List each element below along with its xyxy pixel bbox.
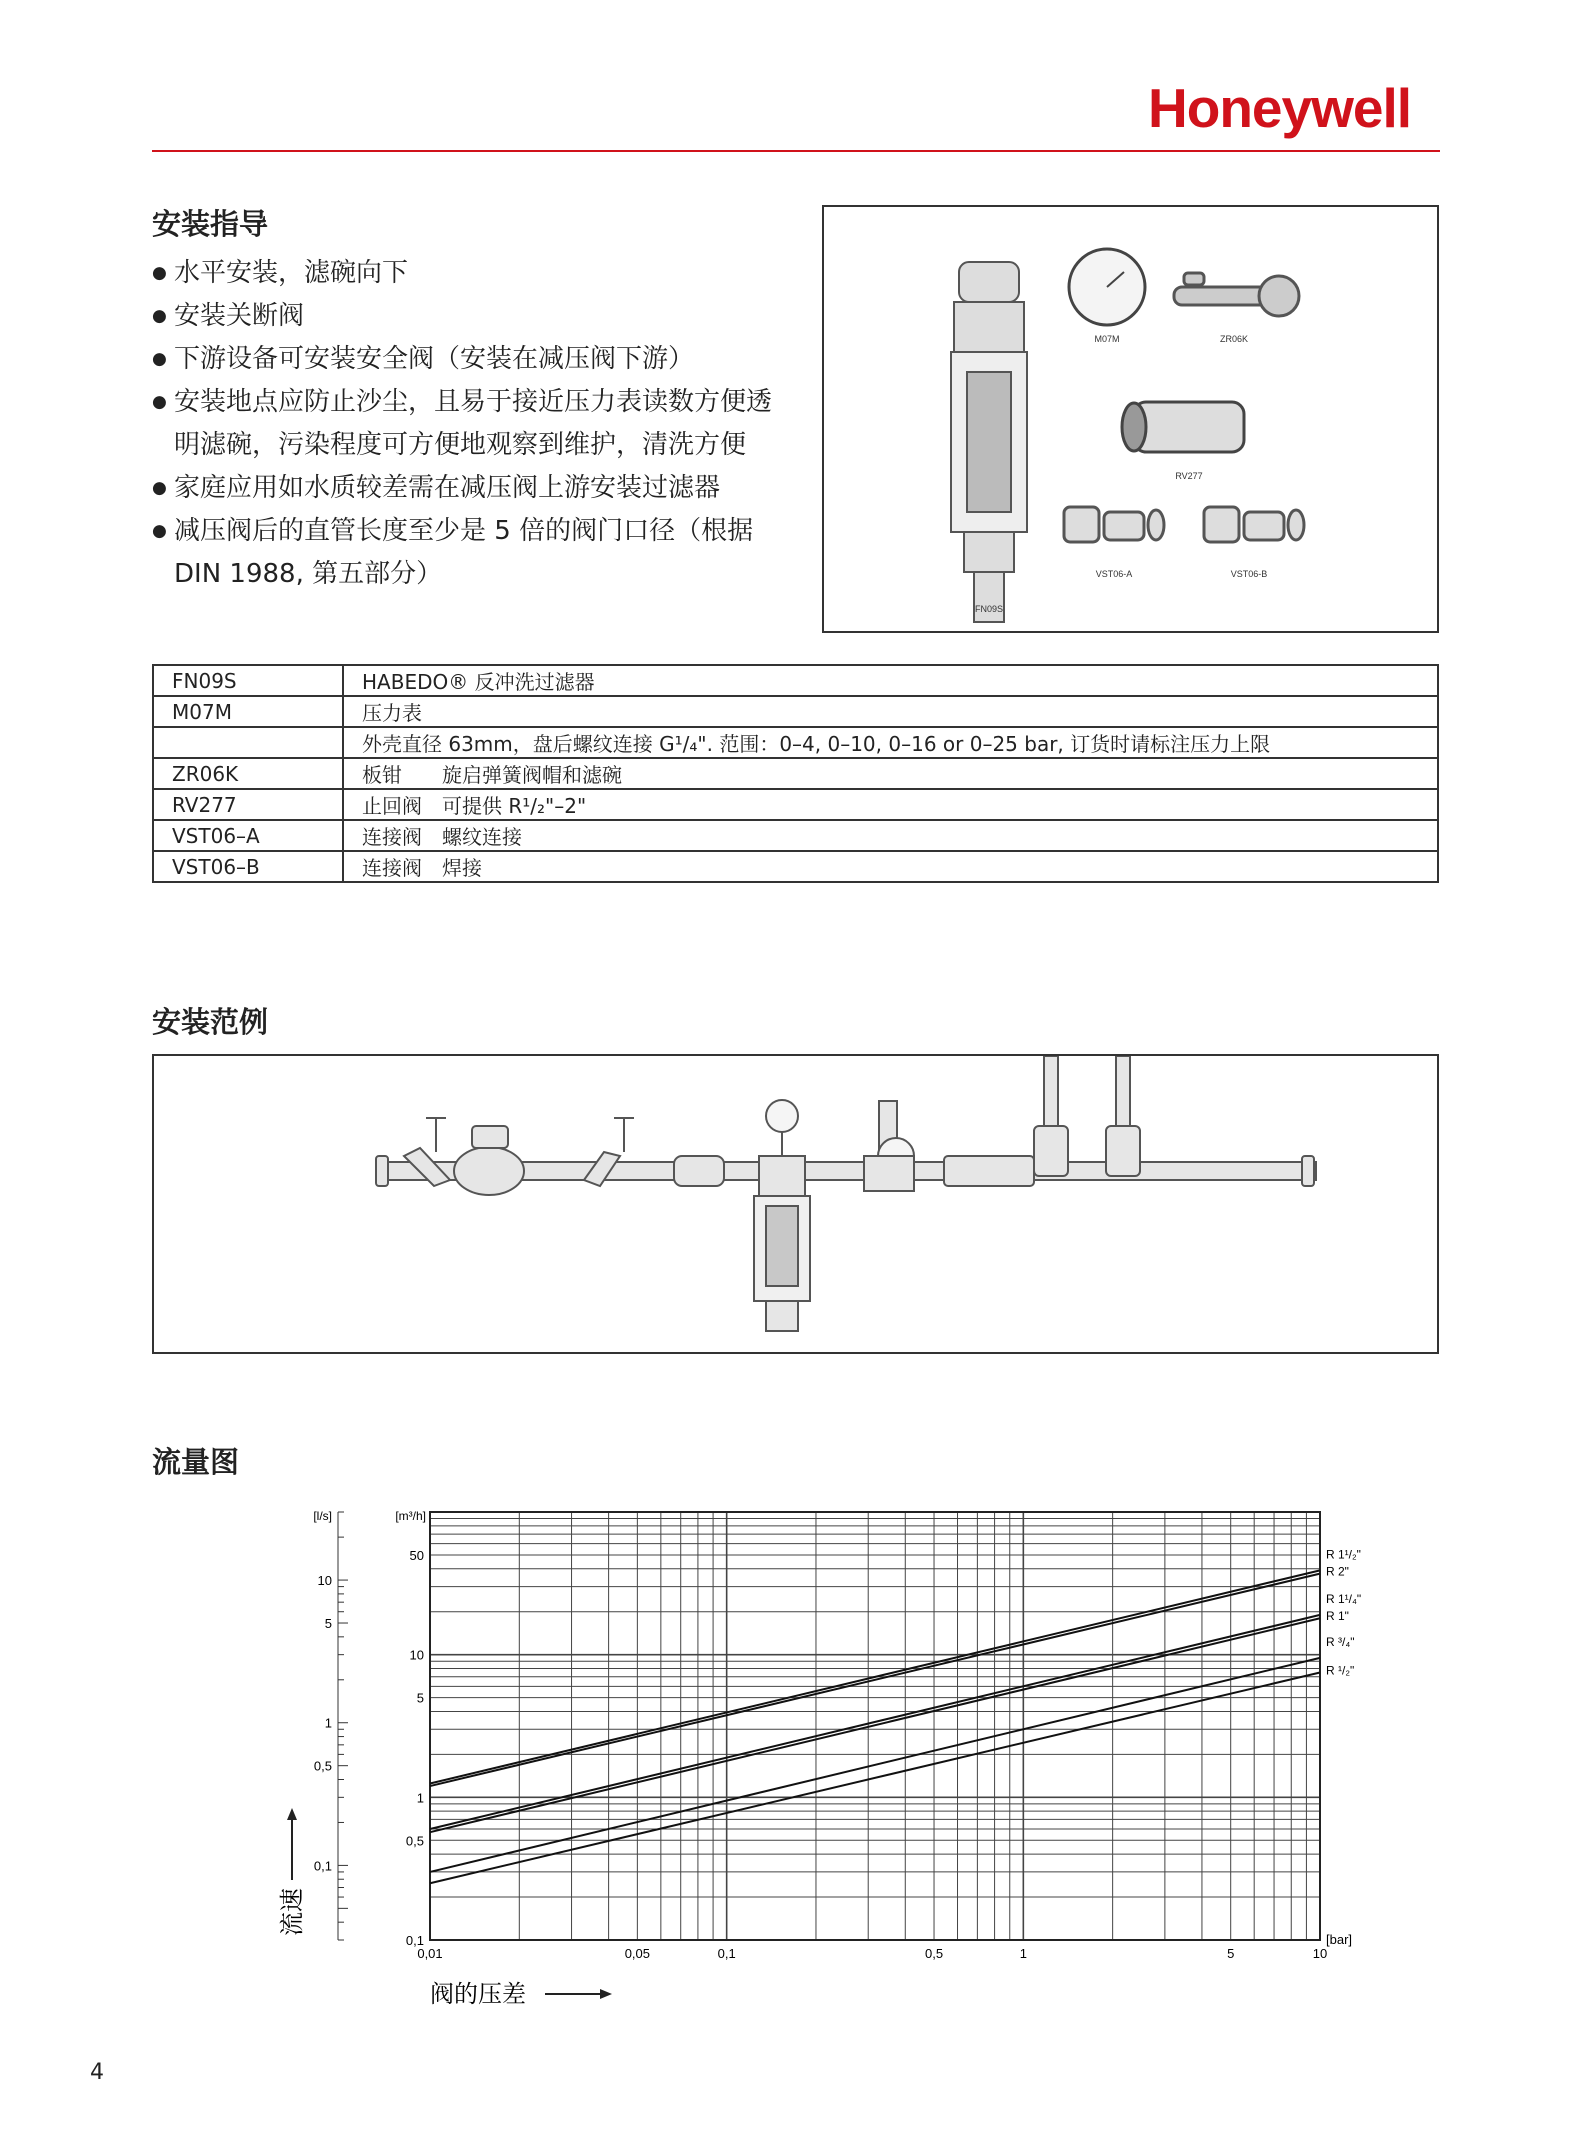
part-code: RV277 bbox=[153, 789, 343, 820]
connector-b-illustration bbox=[1204, 507, 1304, 542]
part-desc: 板钳 旋启弹簧阀帽和滤碗 bbox=[343, 758, 1438, 789]
connection-valve-illustration bbox=[1034, 1056, 1068, 1176]
bullet-item: ● 安装关断阀 bbox=[152, 295, 792, 338]
page-number: 4 bbox=[90, 2060, 104, 2085]
x-axis-label: 阀的压差 bbox=[430, 1980, 526, 2008]
label-zr06k: ZR06K bbox=[1219, 334, 1249, 344]
connection-valve-illustration bbox=[1106, 1056, 1140, 1176]
part-code: FN09S bbox=[153, 665, 343, 696]
install-guide-title: 安装指导 bbox=[152, 207, 269, 241]
label-rv277: RV277 bbox=[1175, 471, 1203, 481]
label-vst06a: VST06-A bbox=[1095, 569, 1133, 579]
ls-tick-label: 5 bbox=[324, 1616, 332, 1632]
pressure-reducing-valve-illustration bbox=[864, 1101, 914, 1191]
table-row bbox=[153, 789, 1438, 820]
m3h-tick-label: 0,5 bbox=[405, 1833, 424, 1849]
flow-chart-title: 流量图 bbox=[152, 1445, 240, 1479]
pressure-gauge-illustration bbox=[1069, 249, 1145, 325]
part-code: M07M bbox=[153, 696, 343, 727]
part-desc: HABEDO® 反冲洗过滤器 bbox=[343, 665, 1438, 696]
table-row bbox=[153, 727, 1438, 758]
part-code: VST06–B bbox=[153, 851, 343, 882]
series-label: R 2" bbox=[1326, 1564, 1349, 1579]
m3h-tick-label: 0,1 bbox=[405, 1933, 424, 1948]
x-tick-label: 0,1 bbox=[717, 1946, 736, 1961]
accessories-image bbox=[822, 205, 1439, 633]
accessories-illustration bbox=[824, 207, 1437, 631]
install-example-image bbox=[152, 1054, 1439, 1354]
flow-chart bbox=[270, 1500, 1380, 2020]
x-tick-label: 0,5 bbox=[924, 1946, 944, 1961]
series-label: R 1¹/₂" bbox=[1326, 1547, 1361, 1562]
m3h-tick-label: 5 bbox=[416, 1690, 424, 1706]
ls-tick-label: 1 bbox=[324, 1715, 332, 1731]
label-m07m: M07M bbox=[1094, 334, 1120, 344]
bullet-item: ● 家庭应用如水质较差需在减压阀上游安装过滤器 bbox=[152, 467, 792, 510]
x-tick-label: 5 bbox=[1227, 1946, 1235, 1961]
install-guide-list bbox=[152, 252, 792, 596]
series-label: R 1" bbox=[1326, 1609, 1349, 1624]
series-label: R ³/₄" bbox=[1326, 1634, 1355, 1649]
m3h-tick-label: 10 bbox=[409, 1647, 424, 1663]
table-row bbox=[153, 851, 1438, 882]
installation-diagram bbox=[154, 1056, 1437, 1352]
m3h-tick-label: 1 bbox=[416, 1790, 424, 1806]
check-valve-illustration bbox=[674, 1156, 724, 1186]
series-line bbox=[430, 1672, 1320, 1883]
bullet-item: ● 减压阀后的直管长度至少是 5 倍的阀门口径（根据 DIN 1988, 第五部分） bbox=[152, 510, 792, 596]
part-desc: 止回阀 可提供 R¹/₂"–2" bbox=[343, 789, 1438, 820]
part-desc: 连接阀 螺纹连接 bbox=[343, 820, 1438, 851]
filter-illustration bbox=[951, 262, 1027, 622]
series-label: R 1¹/₄" bbox=[1326, 1591, 1362, 1606]
m3h-tick-label: 50 bbox=[409, 1547, 424, 1563]
part-desc: 连接阀 焊接 bbox=[343, 851, 1438, 882]
install-example-title: 安装范例 bbox=[152, 1005, 269, 1039]
x-tick-label: 10 bbox=[1312, 1946, 1328, 1961]
table-row bbox=[153, 820, 1438, 851]
y-axis-label: 流速 bbox=[278, 1888, 306, 1936]
header-divider bbox=[152, 150, 1440, 152]
ls-tick-label: 0,1 bbox=[313, 1858, 332, 1874]
part-code bbox=[153, 727, 343, 758]
check-valve-illustration bbox=[1122, 402, 1244, 452]
part-desc: 压力表 bbox=[343, 696, 1438, 727]
ls-unit-label: [l/s] bbox=[313, 1509, 332, 1523]
series-line bbox=[430, 1618, 1320, 1832]
wrench-illustration bbox=[1174, 273, 1299, 316]
label-vst06b: VST06-B bbox=[1230, 569, 1268, 579]
connector-a-illustration bbox=[1064, 507, 1164, 542]
m3h-unit-label: [m³/h] bbox=[395, 1509, 426, 1523]
x-unit-label: [bar] bbox=[1326, 1932, 1353, 1947]
bullet-item: ● 水平安装，滤碗向下 bbox=[152, 252, 792, 295]
ls-tick-label: 10 bbox=[317, 1573, 332, 1589]
honeywell-logo: Honeywell bbox=[1148, 77, 1412, 139]
x-tick-label: 1 bbox=[1019, 1946, 1027, 1961]
bullet-item: ● 下游设备可安装安全阀（安装在减压阀下游） bbox=[152, 338, 792, 381]
x-axis-arrowhead bbox=[600, 1989, 612, 1999]
label-fn09s: FN09S bbox=[974, 604, 1004, 614]
table-row bbox=[153, 665, 1438, 696]
x-tick-label: 0,01 bbox=[417, 1946, 443, 1961]
part-desc: 外壳直径 63mm，盘后螺纹连接 G¹/₄". 范围：0–4, 0–10, 0–16 or 0–25 bar, 订货时请标注压力上限 bbox=[343, 727, 1438, 758]
filter-illustration bbox=[754, 1100, 810, 1331]
parts-table bbox=[152, 664, 1439, 883]
y-axis-arrowhead bbox=[287, 1808, 297, 1820]
water-meter-illustration bbox=[454, 1126, 524, 1195]
part-code: VST06–A bbox=[153, 820, 343, 851]
series-label: R ¹/₂" bbox=[1326, 1663, 1355, 1678]
ls-tick-label: 0,5 bbox=[313, 1758, 332, 1774]
bullet-item: ● 安装地点应防止沙尘，且易于接近压力表读数方便透明滤碗，污染程度可方便地观察到维护，清洗方便 bbox=[152, 381, 792, 467]
table-row bbox=[153, 758, 1438, 789]
table-row bbox=[153, 696, 1438, 727]
x-tick-label: 0,05 bbox=[624, 1946, 651, 1961]
part-code: ZR06K bbox=[153, 758, 343, 789]
